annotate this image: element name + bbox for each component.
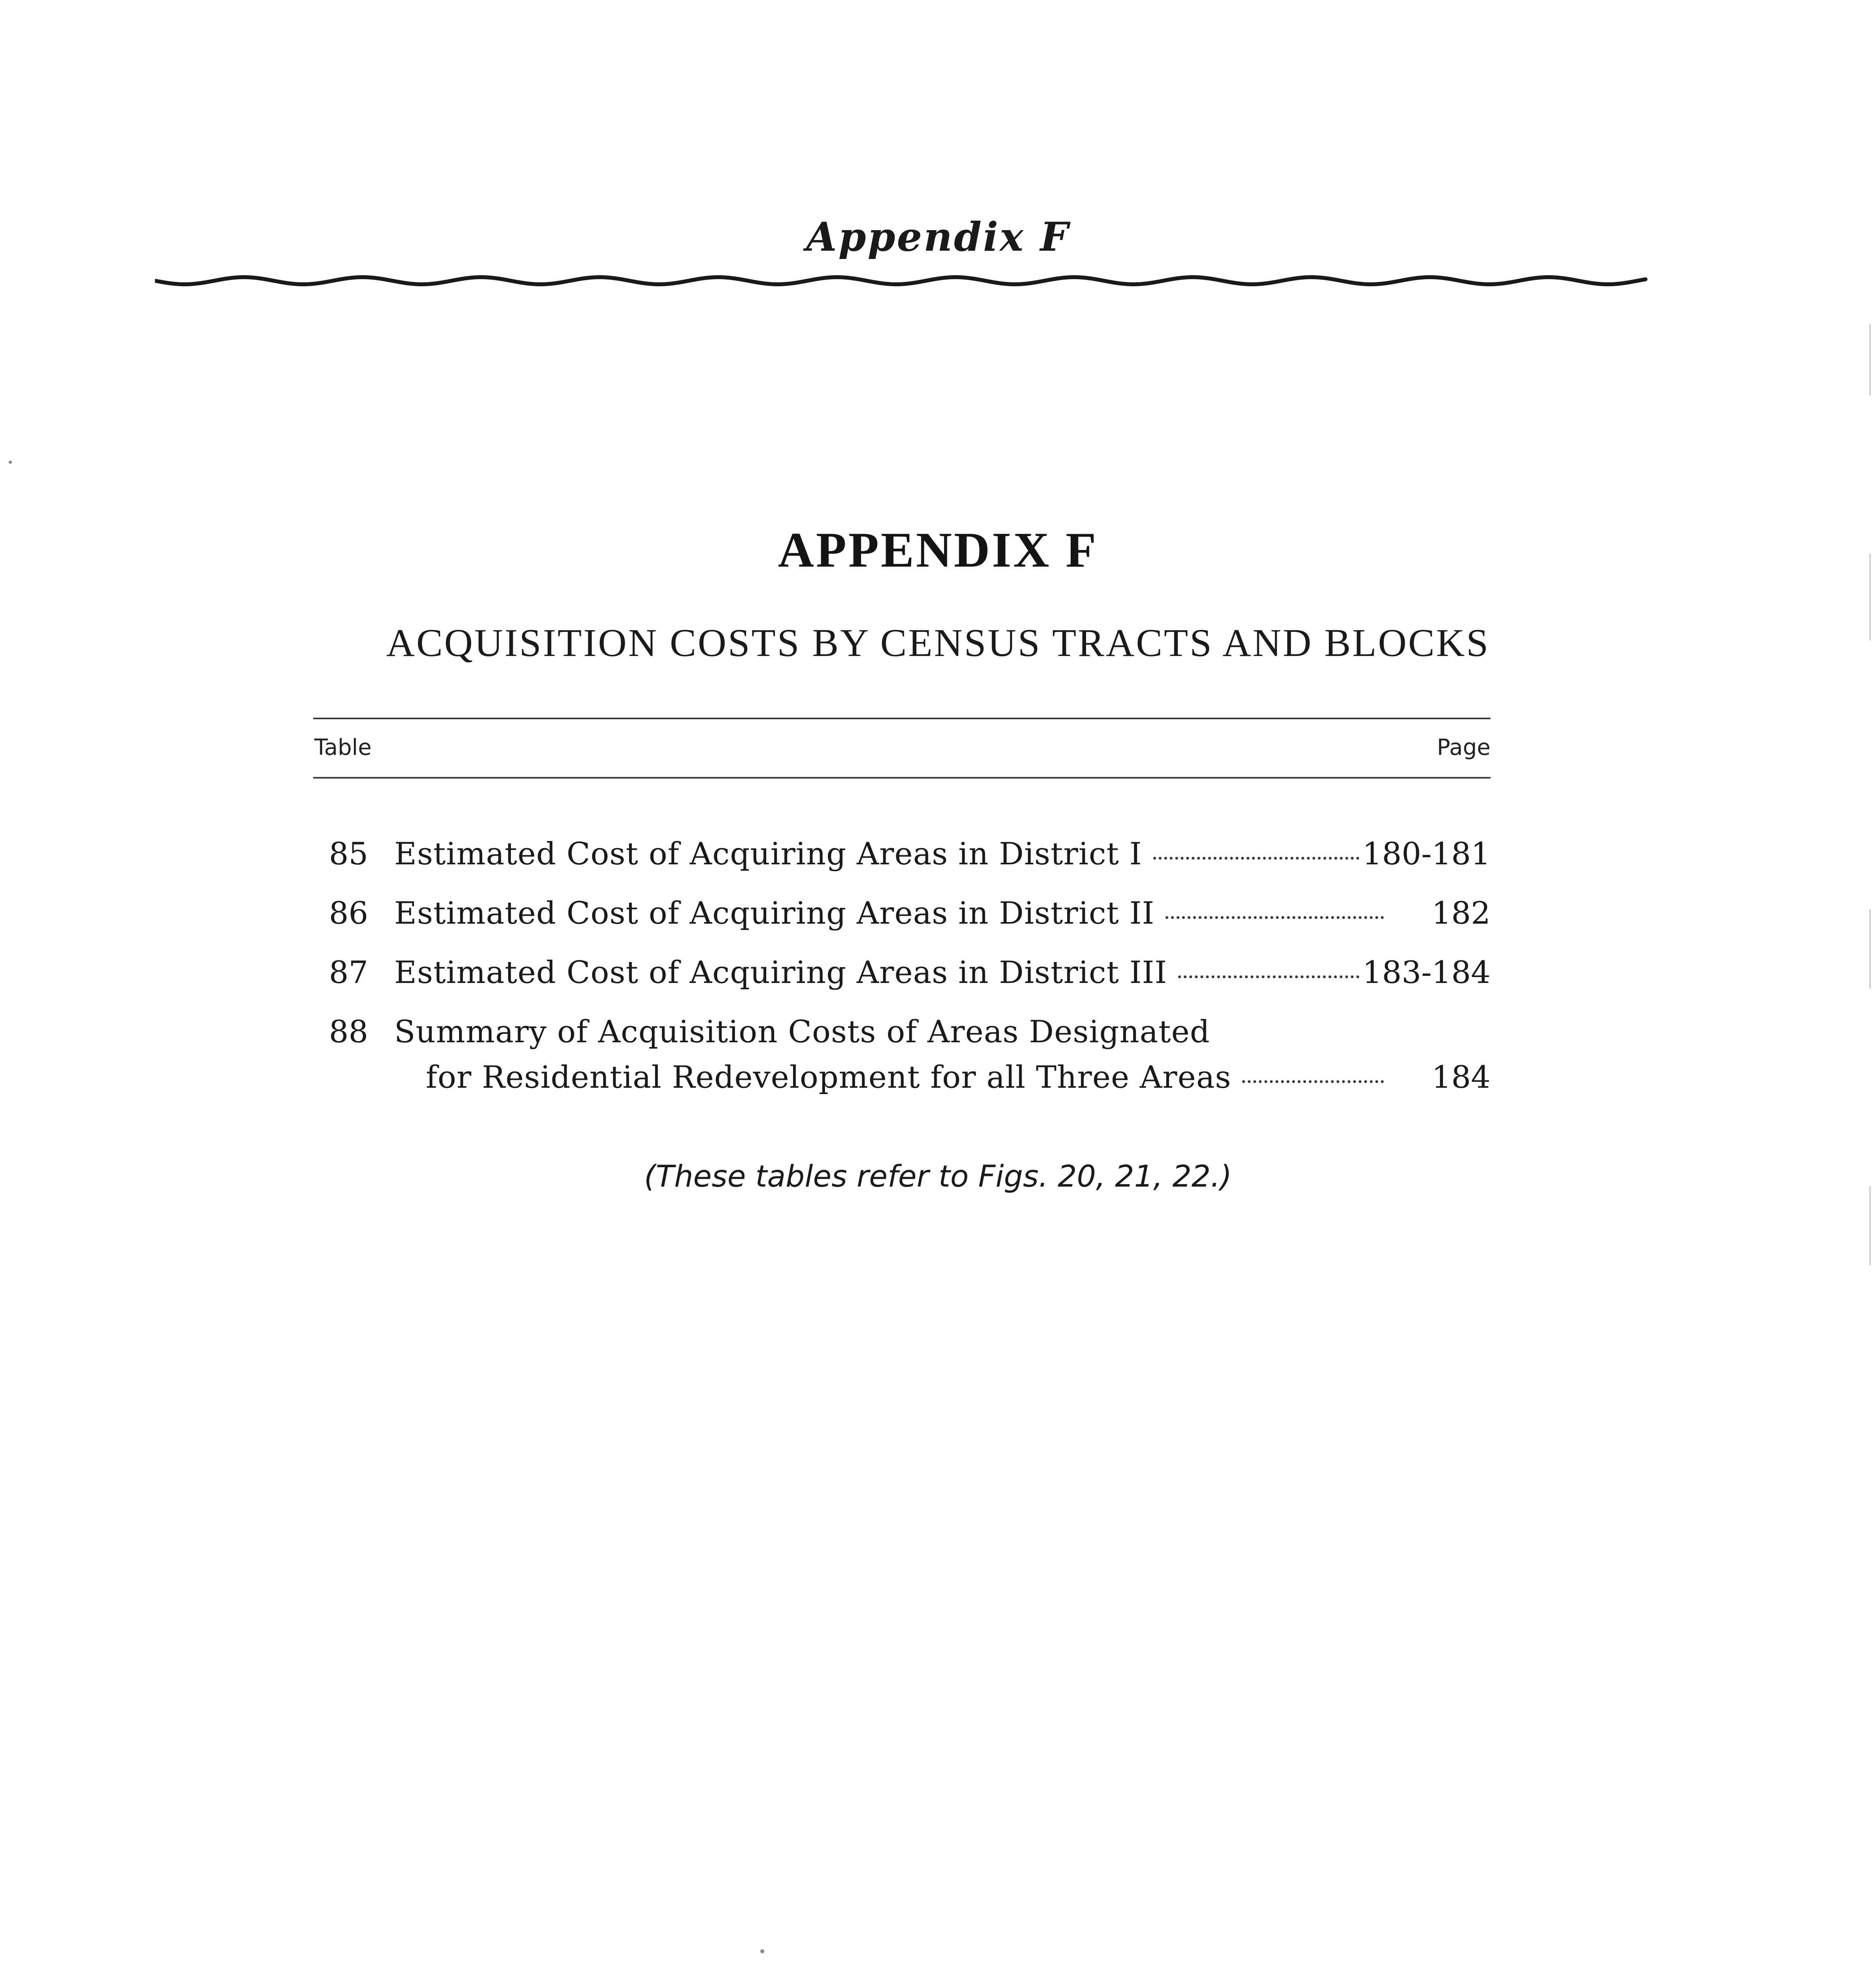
scan-edge-mark <box>1869 554 1871 641</box>
page-reference: 184 <box>1432 1060 1491 1095</box>
table-number: 85 <box>329 836 368 872</box>
table-number: 87 <box>329 955 368 990</box>
column-header-table: Table <box>314 735 372 760</box>
page-reference: 180-181 <box>1362 836 1491 872</box>
table-title-line-2: for Residential Redevelopment for all Three Areas <box>426 1060 1232 1095</box>
scan-edge-mark <box>1869 324 1871 395</box>
dot-leader <box>1153 857 1359 860</box>
scan-speck <box>760 1949 764 1953</box>
table-top-rule <box>313 718 1491 719</box>
scan-edge-mark <box>1869 1186 1871 1265</box>
table-title: Estimated Cost of Acquiring Areas in District III <box>394 955 1168 990</box>
page-reference: 182 <box>1432 896 1491 931</box>
table-row <box>313 1014 1491 1105</box>
table-row <box>313 896 1491 939</box>
dot-leader <box>1166 916 1384 919</box>
page-subtitle: ACQUISITION COSTS BY CENSUS TRACTS AND BLOCKS <box>386 621 1490 665</box>
table-title: Estimated Cost of Acquiring Areas in District II <box>394 896 1155 931</box>
page-title: APPENDIX F <box>778 523 1098 578</box>
table-row <box>313 955 1491 998</box>
table-header-rule <box>313 777 1491 779</box>
column-header-page: Page <box>1437 735 1491 760</box>
table-number: 88 <box>329 1014 368 1050</box>
scan-edge-mark <box>1869 909 1871 988</box>
table-title: Estimated Cost of Acquiring Areas in District I <box>394 836 1142 872</box>
running-head: Appendix F <box>806 214 1070 260</box>
table-title-line-1: Summary of Acquisition Costs of Areas Designated <box>394 1014 1210 1050</box>
table-row <box>313 836 1491 880</box>
page-reference: 183-184 <box>1362 955 1491 990</box>
dot-leader <box>1242 1080 1384 1083</box>
scan-speck <box>9 461 12 464</box>
wavy-rule <box>155 269 1649 293</box>
table-number: 86 <box>329 896 368 931</box>
dot-leader <box>1178 975 1359 978</box>
figure-note: (These tables refer to Figs. 20, 21, 22.) <box>644 1159 1232 1194</box>
